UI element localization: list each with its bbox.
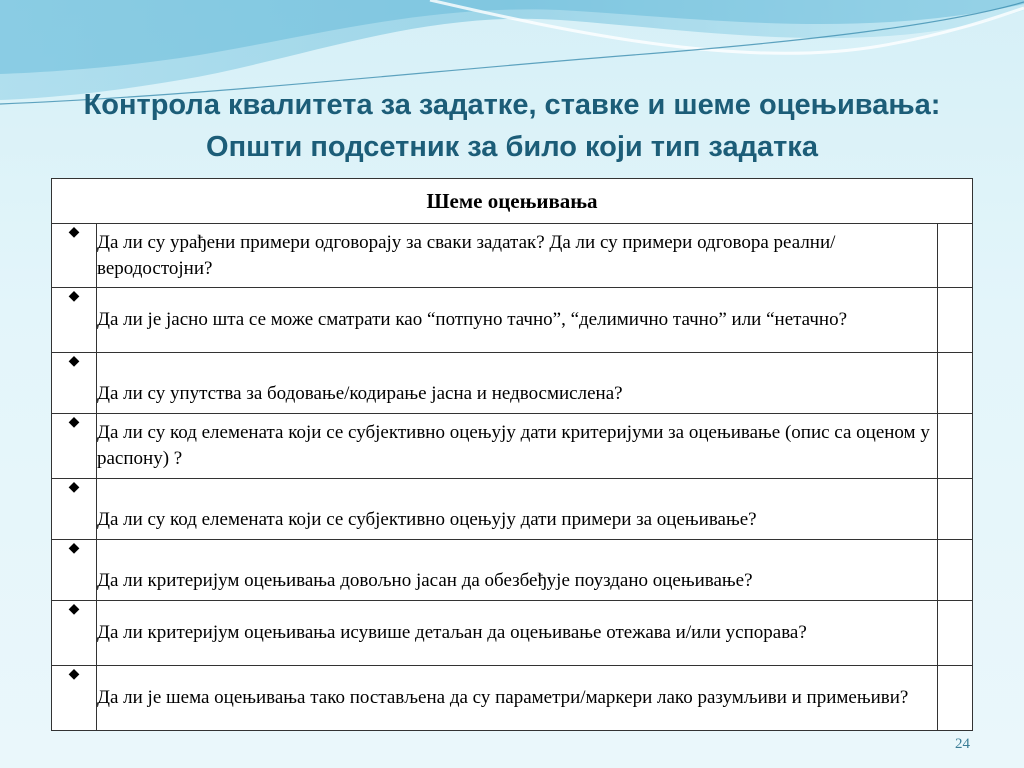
checklist-item-text: Да ли је шема оцењивања тако постављена да су параметри/маркери лако разумљиви и примењиви? xyxy=(97,666,938,731)
slide-title xyxy=(0,84,1024,168)
checklist-item-text: Да ли критеријум оцењивања исувише детаљан да оцењивање отежава и/или успорава? xyxy=(97,601,938,666)
slide-title-line-1: Контрола квалитета за задатке, ставке и шеме оцењивања: xyxy=(83,89,941,121)
check-cell[interactable] xyxy=(938,353,973,414)
check-cell[interactable] xyxy=(938,601,973,666)
checklist-item-text: Да ли је јасно шта се може сматрати као “потпуно тачно”, “делимично тачно” или “нетачно? xyxy=(97,288,938,353)
checklist-item-text: Да ли су код елемената који се субјективно оцењују дати примери за оцењивање? xyxy=(97,479,938,540)
diamond-bullet-icon: ◆ xyxy=(52,224,97,288)
diamond-bullet-icon: ◆ xyxy=(52,353,97,414)
checklist-table xyxy=(51,178,973,731)
check-cell[interactable] xyxy=(938,414,973,479)
table-header-row xyxy=(52,179,973,224)
check-cell[interactable] xyxy=(938,288,973,353)
check-cell[interactable] xyxy=(938,224,973,288)
table-row xyxy=(52,353,973,414)
table-row xyxy=(52,479,973,540)
table-row xyxy=(52,601,973,666)
table-row xyxy=(52,288,973,353)
check-cell[interactable] xyxy=(938,479,973,540)
diamond-bullet-icon: ◆ xyxy=(52,601,97,666)
check-cell[interactable] xyxy=(938,540,973,601)
diamond-bullet-icon: ◆ xyxy=(52,414,97,479)
checklist-item-text: Да ли су урађени примери одговорају за сваки задатак? Да ли су примери одговора реални/веродостојни? xyxy=(97,224,938,288)
check-cell[interactable] xyxy=(938,666,973,731)
checklist-item-text: Да ли су упутства за бодовање/кодирање јасна и недвосмислена? xyxy=(97,353,938,414)
table-row xyxy=(52,224,973,288)
diamond-bullet-icon: ◆ xyxy=(52,479,97,540)
table-row xyxy=(52,540,973,601)
diamond-bullet-icon: ◆ xyxy=(52,666,97,731)
diamond-bullet-icon: ◆ xyxy=(52,540,97,601)
table-row xyxy=(52,666,973,731)
checklist-item-text: Да ли критеријум оцењивања довољно јасан да обезбеђује поуздано оцењивање? xyxy=(97,540,938,601)
diamond-bullet-icon: ◆ xyxy=(52,288,97,353)
table-header: Шеме оцењивања xyxy=(52,179,973,224)
slide-title-line-2: Општи подсетник за било који тип задатка xyxy=(206,131,818,163)
table-row xyxy=(52,414,973,479)
page-number: 24 xyxy=(955,736,970,752)
checklist-item-text: Да ли су код елемената који се субјективно оцењују дати критеријуми за оцењивање (опис са оценом у распону) ? xyxy=(97,414,938,479)
